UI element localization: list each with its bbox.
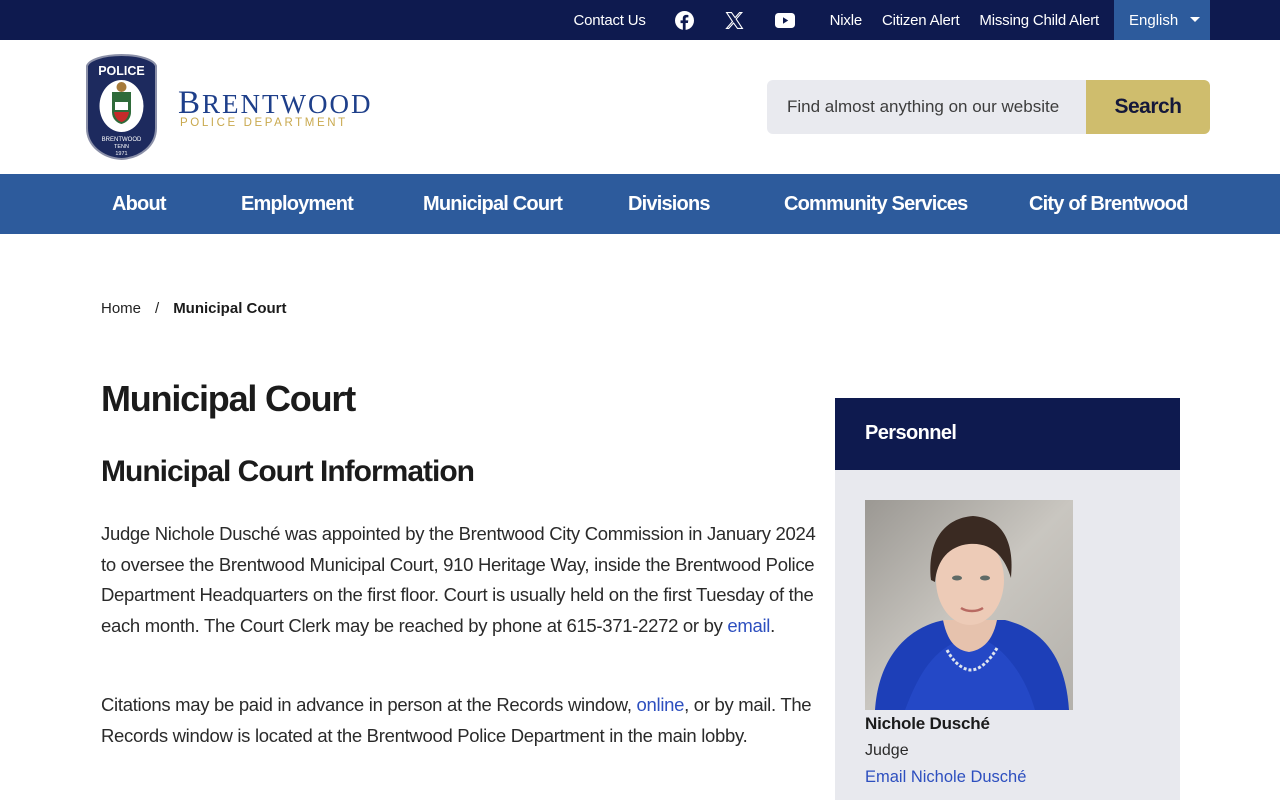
language-selected: English (1129, 11, 1179, 29)
paragraph-text-end: . (770, 614, 775, 636)
nav-item-municipal-court[interactable]: Municipal Court (423, 193, 563, 215)
wordmark-title: BRENTWOOD (178, 84, 373, 121)
svg-text:BRENTWOOD: BRENTWOOD (101, 137, 142, 143)
citations-paragraph (101, 690, 821, 751)
caret-down-icon (1190, 17, 1200, 22)
personnel-card (865, 500, 1073, 787)
court-info-paragraph (101, 519, 821, 641)
utility-links (573, 0, 1210, 40)
email-personnel-link[interactable]: Email Nichole Dusché (865, 768, 1027, 786)
sidebar-title: Personnel (835, 398, 1180, 470)
svg-text:POLICE: POLICE (98, 64, 145, 78)
youtube-link[interactable] (774, 9, 796, 31)
paragraph-text: Citations may be paid in advance in person at the Records window, (101, 694, 637, 715)
site-logo-link[interactable] (85, 54, 373, 160)
wordmark-subtitle: POLICE DEPARTMENT (180, 116, 348, 129)
svg-text:TENN: TENN (114, 144, 129, 150)
page-title: Municipal Court (101, 378, 355, 419)
breadcrumb-current: Municipal Court (173, 300, 287, 317)
police-badge-logo (85, 54, 158, 160)
personnel-role: Judge (865, 742, 909, 759)
contact-us-link[interactable]: Contact Us (573, 11, 646, 29)
site-search (767, 80, 1210, 134)
facebook-icon (675, 11, 694, 30)
personnel-photo (865, 500, 1073, 710)
pay-online-link[interactable]: online (636, 694, 685, 715)
svg-text:1971: 1971 (115, 151, 128, 157)
nav-item-divisions[interactable]: Divisions (628, 193, 710, 215)
section-title: Municipal Court Information (101, 455, 474, 488)
paragraph-text-end: , or by mail. The Records window is located at the Brentwood Police Department in the main lobby. (101, 694, 812, 746)
breadcrumb-home-link[interactable]: Home (101, 300, 142, 317)
search-input[interactable] (767, 80, 1086, 134)
search-button[interactable]: Search (1086, 80, 1210, 134)
x-twitter-icon (725, 11, 744, 30)
facebook-link[interactable] (674, 9, 696, 31)
breadcrumb (101, 300, 287, 317)
nav-item-city-of-brentwood[interactable]: City of Brentwood (1029, 193, 1188, 215)
youtube-icon (775, 13, 795, 28)
personnel-sidebar (835, 398, 1180, 800)
citizen-alert-link[interactable]: Citizen Alert (881, 11, 960, 29)
nav-item-employment[interactable]: Employment (241, 193, 354, 215)
nav-item-community-services[interactable]: Community Services (784, 193, 968, 215)
nixle-link[interactable]: Nixle (829, 11, 862, 29)
personnel-name: Nichole Dusché (865, 714, 990, 733)
site-header (0, 40, 1280, 174)
missing-child-alert-link[interactable]: Missing Child Alert (979, 11, 1099, 29)
utility-bar (0, 0, 1280, 40)
paragraph-text: Judge Nichole Dusché was appointed by the Brentwood City Commission in January 2024 to oversee the Brentwood Municipal Court, 910 Heritage Way, inside the Brentwood Police Department Headquarters on the first floor. Court is usually held on the first Tuesday of the each month. The Court Clerk may be reached by phone at 615-371-2272 or by (101, 523, 816, 636)
nav-item-about[interactable]: About (112, 193, 166, 215)
breadcrumb-separator: / (155, 300, 160, 317)
language-select[interactable] (1114, 0, 1210, 40)
main-nav (0, 174, 1280, 234)
x-twitter-link[interactable] (724, 9, 746, 31)
email-clerk-link[interactable]: email (727, 614, 771, 636)
portrait-image (865, 500, 1073, 710)
wordmark (178, 84, 373, 129)
